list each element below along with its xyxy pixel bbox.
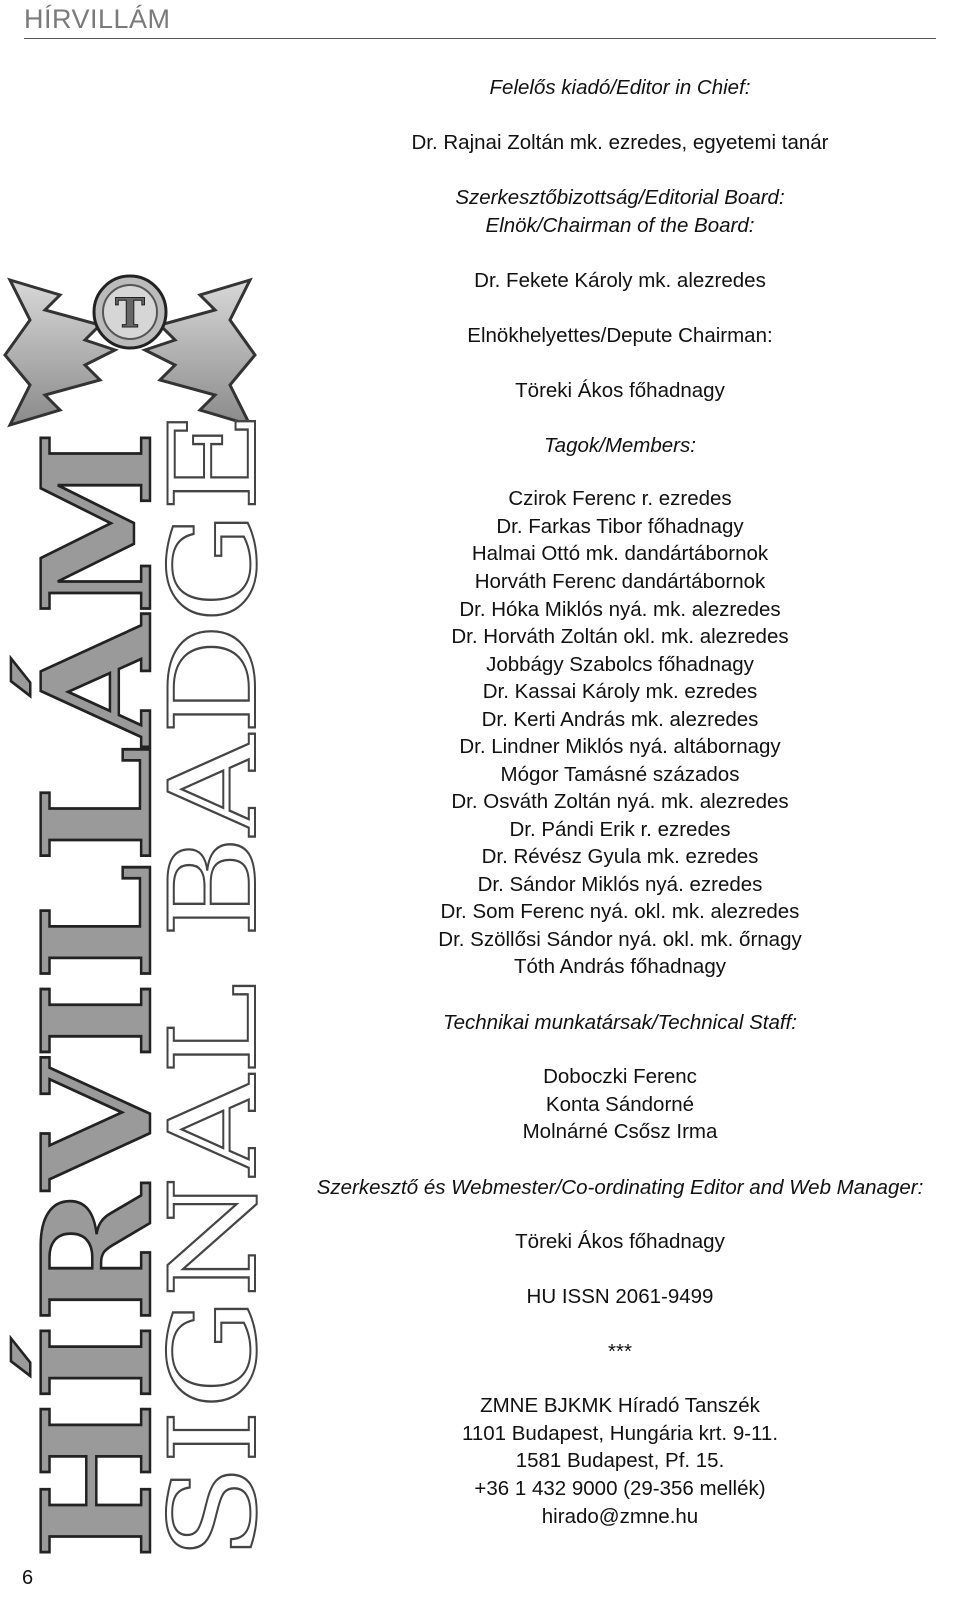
- member-item: Dr. Révész Gyula mk. ezredes: [481, 845, 759, 868]
- staff-item: Molnárné Csősz Irma: [522, 1120, 718, 1143]
- logo-title-text: HÍRVILLÁM: [10, 548, 186, 1560]
- member-item: Dr. Kerti András mk. alezredes: [481, 708, 759, 731]
- member-item: Tóth András főhadnagy: [514, 955, 726, 978]
- address-line: 1101 Budapest, Hungária krt. 9-11.: [461, 1422, 779, 1445]
- separator: ***: [608, 1340, 632, 1363]
- member-item: Dr. Hóka Miklós nyá. mk. alezredes: [459, 598, 781, 621]
- lightning-emblem: [5, 276, 255, 425]
- member-item: Dr. Kassai Károly mk. ezredes: [482, 680, 758, 703]
- member-item: Dr. Lindner Miklós nyá. altábornagy: [459, 735, 781, 758]
- member-item: Dr. Pándi Erik r. ezredes: [509, 818, 731, 841]
- member-item: Halmai Ottó mk. dandártábornok: [471, 542, 769, 565]
- chairman-name: Dr. Fekete Károly mk. alezredes: [474, 269, 766, 292]
- address-line: ZMNE BJKMK Híradó Tanszék: [480, 1394, 760, 1417]
- member-item: Dr. Osváth Zoltán nyá. mk. alezredes: [451, 790, 789, 813]
- members-label: Tagok/Members:: [544, 434, 696, 457]
- member-item: Dr. Horváth Zoltán okl. mk. alezredes: [451, 625, 789, 648]
- member-item: Mógor Tamásné százados: [500, 763, 740, 786]
- board-label: Szerkesztőbizottság/Editorial Board:: [455, 186, 785, 209]
- staff-item: Konta Sándorné: [545, 1093, 695, 1116]
- header-title: HÍRVILLÁM: [24, 4, 171, 34]
- issn: HU ISSN 2061-9499: [526, 1285, 714, 1308]
- member-item: Dr. Sándor Miklós nyá. ezredes: [477, 873, 763, 896]
- email-address[interactable]: hirado@zmne.hu: [541, 1505, 699, 1528]
- editor-name: Dr. Rajnai Zoltán mk. ezredes, egyetemi tanár: [411, 131, 829, 154]
- editor-label: Felelős kiadó/Editor in Chief:: [489, 76, 751, 99]
- member-item: Horváth Ferenc dandártábornok: [474, 570, 766, 593]
- member-item: Czirok Ferenc r. ezredes: [508, 487, 732, 510]
- web-name: Töreki Ákos főhadnagy: [515, 1230, 725, 1253]
- hirvillam-logo: [0, 255, 284, 1565]
- logo-title-vertical: [10, 410, 284, 1560]
- deputy-label: Elnökhelyettes/Depute Chairman:: [467, 324, 773, 347]
- member-item: Dr. Farkas Tibor főhadnagy: [496, 515, 744, 538]
- member-item: Dr. Som Ferenc nyá. okl. mk. alezredes: [440, 900, 800, 923]
- web-label: Szerkesztő és Webmester/Co-ordinating Editor and Web Manager:: [316, 1176, 924, 1199]
- page-number: 6: [22, 1567, 34, 1589]
- deputy-name: Töreki Ákos főhadnagy: [515, 379, 725, 402]
- emblem-letter: T: [115, 290, 145, 337]
- address-line: 1581 Budapest, Pf. 15.: [515, 1449, 725, 1472]
- logo-subtitle-text: SIGNAL BADGE: [145, 570, 284, 1560]
- address-line: +36 1 432 9000 (29-356 mellék): [474, 1477, 766, 1500]
- chairman-label: Elnök/Chairman of the Board:: [485, 214, 755, 237]
- staff-label: Technikai munkatársak/Technical Staff:: [442, 1011, 797, 1034]
- member-item: Dr. Szöllősi Sándor nyá. okl. mk. őrnagy: [438, 928, 802, 951]
- staff-item: Doboczki Ferenc: [543, 1065, 697, 1088]
- page-header: [24, 2, 936, 39]
- member-item: Jobbágy Szabolcs főhadnagy: [486, 653, 754, 676]
